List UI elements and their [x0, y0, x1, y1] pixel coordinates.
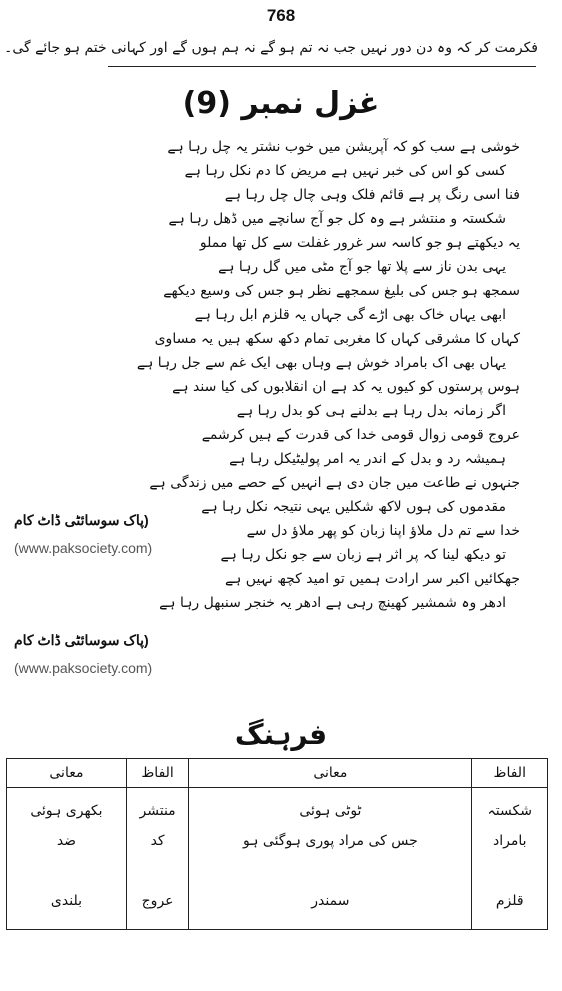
glossary-header-row: [7, 759, 548, 788]
verse-line: مقدموں کی ہوں لاکھ شکلیں یہی نتیجہ نکل رہا ہے: [201, 499, 506, 515]
glossary-column: [472, 788, 548, 930]
glossary-column: [189, 788, 472, 930]
verse-line: یہی بدن ناز سے پلا تھا جو آج مٹی میں گل رہا ہے: [218, 259, 506, 275]
glossary-column: [126, 788, 188, 930]
verse-line: خوشی ہے سب کو کہ آپریشن میں خوب نشتر یہ چل رہا ہے: [167, 139, 520, 155]
verse-line: ادھر وہ شمشیر کھینچ رہی ہے ادھر یہ خنجر سنبھل رہا ہے: [159, 595, 506, 611]
glossary-word: کد: [150, 833, 165, 849]
verse-line: کہاں کا مشرقی کہاں کا مغربی تمام دکھ سکھ ہیں یہ مساوی: [154, 331, 520, 347]
glossary-meaning: جس کی مراد پوری ہوگئی ہو: [243, 833, 418, 849]
verse-line: کسی کو اس کی خبر نہیں ہے مریض کا دم نکل رہا ہے: [184, 163, 506, 179]
glossary-header: الفاظ: [126, 759, 188, 788]
glossary-column: [7, 788, 127, 930]
verse-line: تو دیکھ لینا کہ پر اثر ہے زبان سے جو نکل رہا ہے: [220, 547, 506, 563]
watermark-url: (www.paksociety.com): [14, 660, 153, 676]
page-number: 768: [266, 6, 296, 25]
glossary-meaning: [8, 856, 125, 886]
verse-line: سمجھ ہو جس کی بلیغ سمجھے نظر ہو جس کی وسیع دیکھے: [163, 283, 520, 299]
glossary-header: معانی: [7, 759, 127, 788]
glossary-meaning: [190, 856, 470, 886]
intro-underline: [108, 66, 536, 67]
glossary-word: منتشر: [139, 803, 176, 819]
verse-line: ہوس پرستوں کو کیوں یہ کد ہے ان انقلابوں کی کیا سند ہے: [172, 379, 520, 395]
glossary-header: الفاظ: [472, 759, 548, 788]
glossary-table: [6, 758, 548, 930]
glossary-word: [128, 856, 187, 886]
verse-line: یہاں بھی اک بامراد خوش ہے وہاں بھی ایک غم سے جل رہا ہے: [136, 355, 506, 371]
glossary-header: معانی: [189, 759, 472, 788]
verse-line: شکستہ و منتشر ہے وہ کل جو آج سانچے میں ڈھل رہا ہے: [168, 211, 506, 227]
glossary-meaning: سمندر: [311, 893, 350, 909]
glossary-body-row: [7, 788, 548, 930]
verse-line: جھکائیں اکبر سر ارادت ہمیں تو امید کچھ نہیں ہے: [224, 571, 520, 587]
glossary-meaning: بکھری ہوئی: [30, 803, 103, 819]
verse-line: عروج قومی زوال قومی خدا کی قدرت کے ہیں کرشمے: [201, 427, 520, 443]
glossary-meaning: ضد: [56, 833, 77, 849]
glossary-meaning: بلندی: [50, 893, 82, 909]
glossary-title: فرہنگ: [234, 718, 328, 751]
glossary-word: شکستہ: [487, 803, 532, 819]
glossary-word: عروج: [141, 893, 174, 909]
watermark-url: (www.paksociety.com): [14, 540, 153, 556]
verse-line: جنہوں نے طاعت میں جان دی ہے انہیں کے حصے میں زندگی ہے: [149, 475, 520, 491]
glossary-word: [473, 856, 546, 886]
ghazal-title: غزل نمبر (9): [182, 86, 380, 121]
verse-line: یہ دیکھتے ہو جو کاسہ سر غرور غفلت سے کل تھا مملو: [199, 235, 520, 251]
verse-line: ہمیشہ رد و بدل کے اندر یہ امر پولیٹیکل رہا ہے: [229, 451, 506, 467]
verse-line: فنا اسی رنگ پر ہے قائم فلک وہی چال چل رہا ہے: [224, 187, 520, 203]
watermark-urdu: (پاک سوسائٹی ڈاٹ کام: [14, 632, 149, 648]
intro-line: فکرمت کر کہ وہ دن دور نہیں جب نہ تم ہو گے نہ ہم ہوں گے اور کہانی ختم ہو جائے گی۔: [4, 40, 538, 56]
verse-line: ابھی یہاں خاک بھی اڑے گی جہاں یہ قلزم ابل رہا ہے: [194, 307, 506, 323]
glossary-word: قلزم: [495, 893, 524, 909]
verse-line: اگر زمانہ بدل رہا ہے بدلنے ہی کو بدل رہا ہے: [236, 403, 506, 419]
glossary-meaning: ٹوٹی ہوئی: [299, 803, 362, 819]
watermark-urdu: (پاک سوسائٹی ڈاٹ کام: [14, 512, 149, 528]
verse-line: خدا سے تم دل ملاؤ اپنا زبان کو پھر ملاؤ دل سے: [246, 523, 520, 539]
glossary-word: بامراد: [492, 833, 527, 849]
